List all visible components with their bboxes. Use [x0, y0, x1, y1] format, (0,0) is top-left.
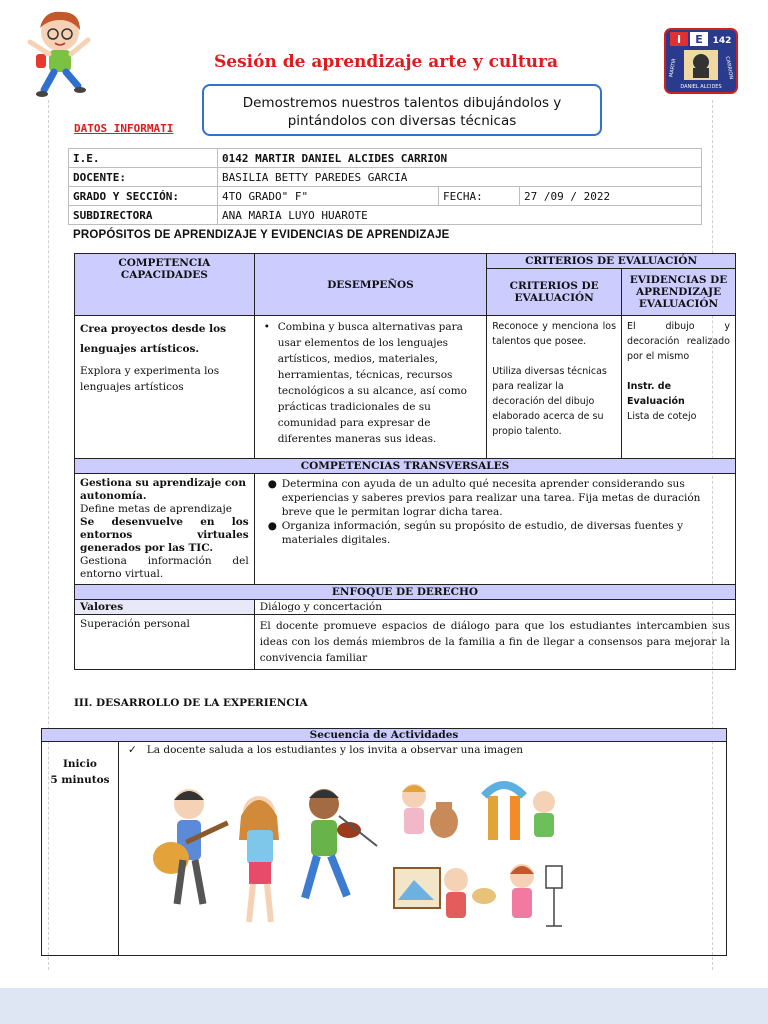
- transversal-competencias-cell: [75, 474, 255, 585]
- info-value: 0142 MARTIR DANIEL ALCIDES CARRION: [218, 149, 702, 168]
- transversal-desempenos-cell: [254, 474, 735, 585]
- transversal-desempeno-text: Determina con ayuda de un adulto qué necesita aprender considerando sus experiencias y saberes previos para realizar una tarea. Fija metas de duración breve que le permitan lograr dicha tarea.: [281, 478, 701, 518]
- activity-line: [120, 743, 725, 757]
- table-row: [75, 585, 736, 600]
- superacion-text: El docente promueve espacios de diálogo para que los estudiantes intercambien sus ideas con los demás miembros de la familia a fin de llegar a consensos para mejorar la convivencia familiar: [254, 615, 735, 670]
- boy-mascot-illustration: [22, 6, 98, 102]
- valores-label: Valores: [75, 600, 255, 615]
- info-key: FECHA:: [439, 187, 520, 206]
- header-competencia-label: COMPETENCIA: [118, 257, 211, 269]
- activity-text: La docente saluda a los estudiantes y los invita a observar una imagen: [146, 744, 524, 756]
- list-item: [267, 477, 730, 519]
- header-evidencias: EVIDENCIAS DE APRENDIZAJE EVALUACIÓN: [622, 269, 736, 316]
- transversal-capacidad-text: Gestiona información del entorno virtual.: [80, 555, 249, 580]
- header-desempenos: DESEMPEÑOS: [254, 254, 487, 316]
- info-value: BASILIA BETTY PAREDES GARCIA: [218, 168, 702, 187]
- logo-ie-letter-e: E: [695, 33, 703, 46]
- table-row: [75, 254, 736, 269]
- inicio-cell: [42, 742, 119, 956]
- instrumento-value: Lista de cotejo: [627, 411, 697, 422]
- page-footer-band: [0, 988, 768, 1024]
- kids-art-illustration: [384, 776, 564, 936]
- criterios-cell: [487, 316, 622, 459]
- table-row: [69, 168, 702, 187]
- info-key: I.E.: [69, 149, 218, 168]
- capacidad-text: Explora y experimenta los lenguajes artísticos: [80, 365, 220, 393]
- competencia-text: Crea proyectos desde los lenguajes artísticos.: [80, 323, 227, 355]
- bullet-icon: ●: [267, 520, 277, 532]
- checkmark-icon: ✓: [127, 744, 137, 756]
- header-criterios: CRITERIOS DE EVALUACIÓN: [487, 269, 622, 316]
- evidencia-text: El dibujo y decoración realizado por el mismo: [627, 321, 730, 362]
- activity-cell: [118, 742, 726, 956]
- info-value: ANA MARIA LUYO HUAROTE: [218, 206, 702, 225]
- valores-value: Diálogo y concertación: [254, 600, 735, 615]
- transversal-desempeno-text: Organiza información, según su propósito de estudio, de diversas fuentes y materiales digitales.: [281, 520, 684, 546]
- table-row: [42, 729, 727, 742]
- bullet-icon: ●: [267, 478, 277, 490]
- inicio-label: Inicio: [63, 758, 97, 770]
- school-logo: [664, 28, 738, 94]
- table-row: [75, 459, 736, 474]
- criterio-text: Utiliza diversas técnicas para realizar la decoración del dibujo elaborado acerca de su propio talento.: [492, 366, 607, 437]
- table-row: [69, 187, 702, 206]
- info-value: 4TO GRADO" F": [218, 187, 439, 206]
- transversal-capacidad-text: Define metas de aprendizaje: [80, 503, 232, 515]
- table-row: [42, 742, 727, 956]
- logo-number: 142: [712, 36, 732, 46]
- desempeno-cell: [254, 316, 487, 459]
- table-row: [75, 474, 736, 585]
- list-item: [263, 319, 482, 447]
- transversal-competencia-text: Se desenvuelve en los entornos virtuales generados por las TIC.: [80, 516, 249, 554]
- header-competencia: [75, 254, 255, 316]
- info-key: GRADO Y SECCIÓN:: [69, 187, 218, 206]
- sequence-header: Secuencia de Actividades: [42, 729, 727, 742]
- transversales-header: COMPETENCIAS TRANSVERSALES: [75, 459, 736, 474]
- competencia-cell: [75, 316, 255, 459]
- table-row: [69, 149, 702, 168]
- enfoque-header: ENFOQUE DE DERECHO: [75, 585, 736, 600]
- instrumento-label: Instr. de Evaluación: [627, 381, 685, 407]
- learning-purposes-table: [74, 253, 736, 670]
- info-key: DOCENTE:: [69, 168, 218, 187]
- info-value: 27 /09 / 2022: [520, 187, 702, 206]
- kids-music-illustration: [149, 776, 379, 936]
- propositos-title: PROPÓSITOS DE APRENDIZAJE Y EVIDENCIAS DE APRENDIZAJE: [73, 229, 450, 241]
- desempeno-text: Combina y busca alternativas para usar elementos de los lenguajes artísticos, medios, materiales, herramientas, técnicas, recursos tecnológicos a su alcance, así como prácticas tradicionales de su comunidad para expresar de diferentes maneras sus ideas.: [277, 321, 467, 445]
- superacion-label: Superación personal: [75, 615, 255, 670]
- info-key: SUBDIRECTORA: [69, 206, 218, 225]
- criterio-text: Reconoce y menciona los talentos que posee.: [492, 321, 617, 347]
- datos-informativos-label: DATOS INFORMATI: [74, 122, 174, 135]
- bullet-icon: •: [263, 321, 270, 333]
- transversal-competencia-text: Gestiona su aprendizaje con autonomía.: [80, 477, 246, 502]
- logo-name-left: MARTIR: [668, 58, 678, 78]
- logo-name-bottom: DANIEL ALCIDES: [680, 84, 722, 90]
- general-info-table: [68, 148, 702, 225]
- page-title: Sesión de aprendizaje arte y cultura: [214, 52, 559, 72]
- logo-name-right: CARRION: [724, 55, 734, 80]
- inicio-duration: 5 minutos: [50, 774, 110, 786]
- logo-ie-letter-i: I: [676, 33, 682, 46]
- session-purpose-callout: Demostremos nuestros talentos dibujándolos y pintándolos con diversas técnicas: [202, 84, 602, 136]
- desarrollo-title: III. DESARROLLO DE LA EXPERIENCIA: [74, 697, 308, 709]
- activity-sequence-table: [41, 728, 727, 956]
- list-item: [267, 519, 730, 547]
- table-row: [75, 600, 736, 615]
- table-row: [75, 615, 736, 670]
- evidencias-cell: [622, 316, 736, 459]
- table-row: [69, 206, 702, 225]
- header-capacidades-label: CAPACIDADES: [120, 269, 208, 281]
- header-criterios-top: CRITERIOS DE EVALUACIÓN: [487, 254, 736, 269]
- table-row: [75, 316, 736, 459]
